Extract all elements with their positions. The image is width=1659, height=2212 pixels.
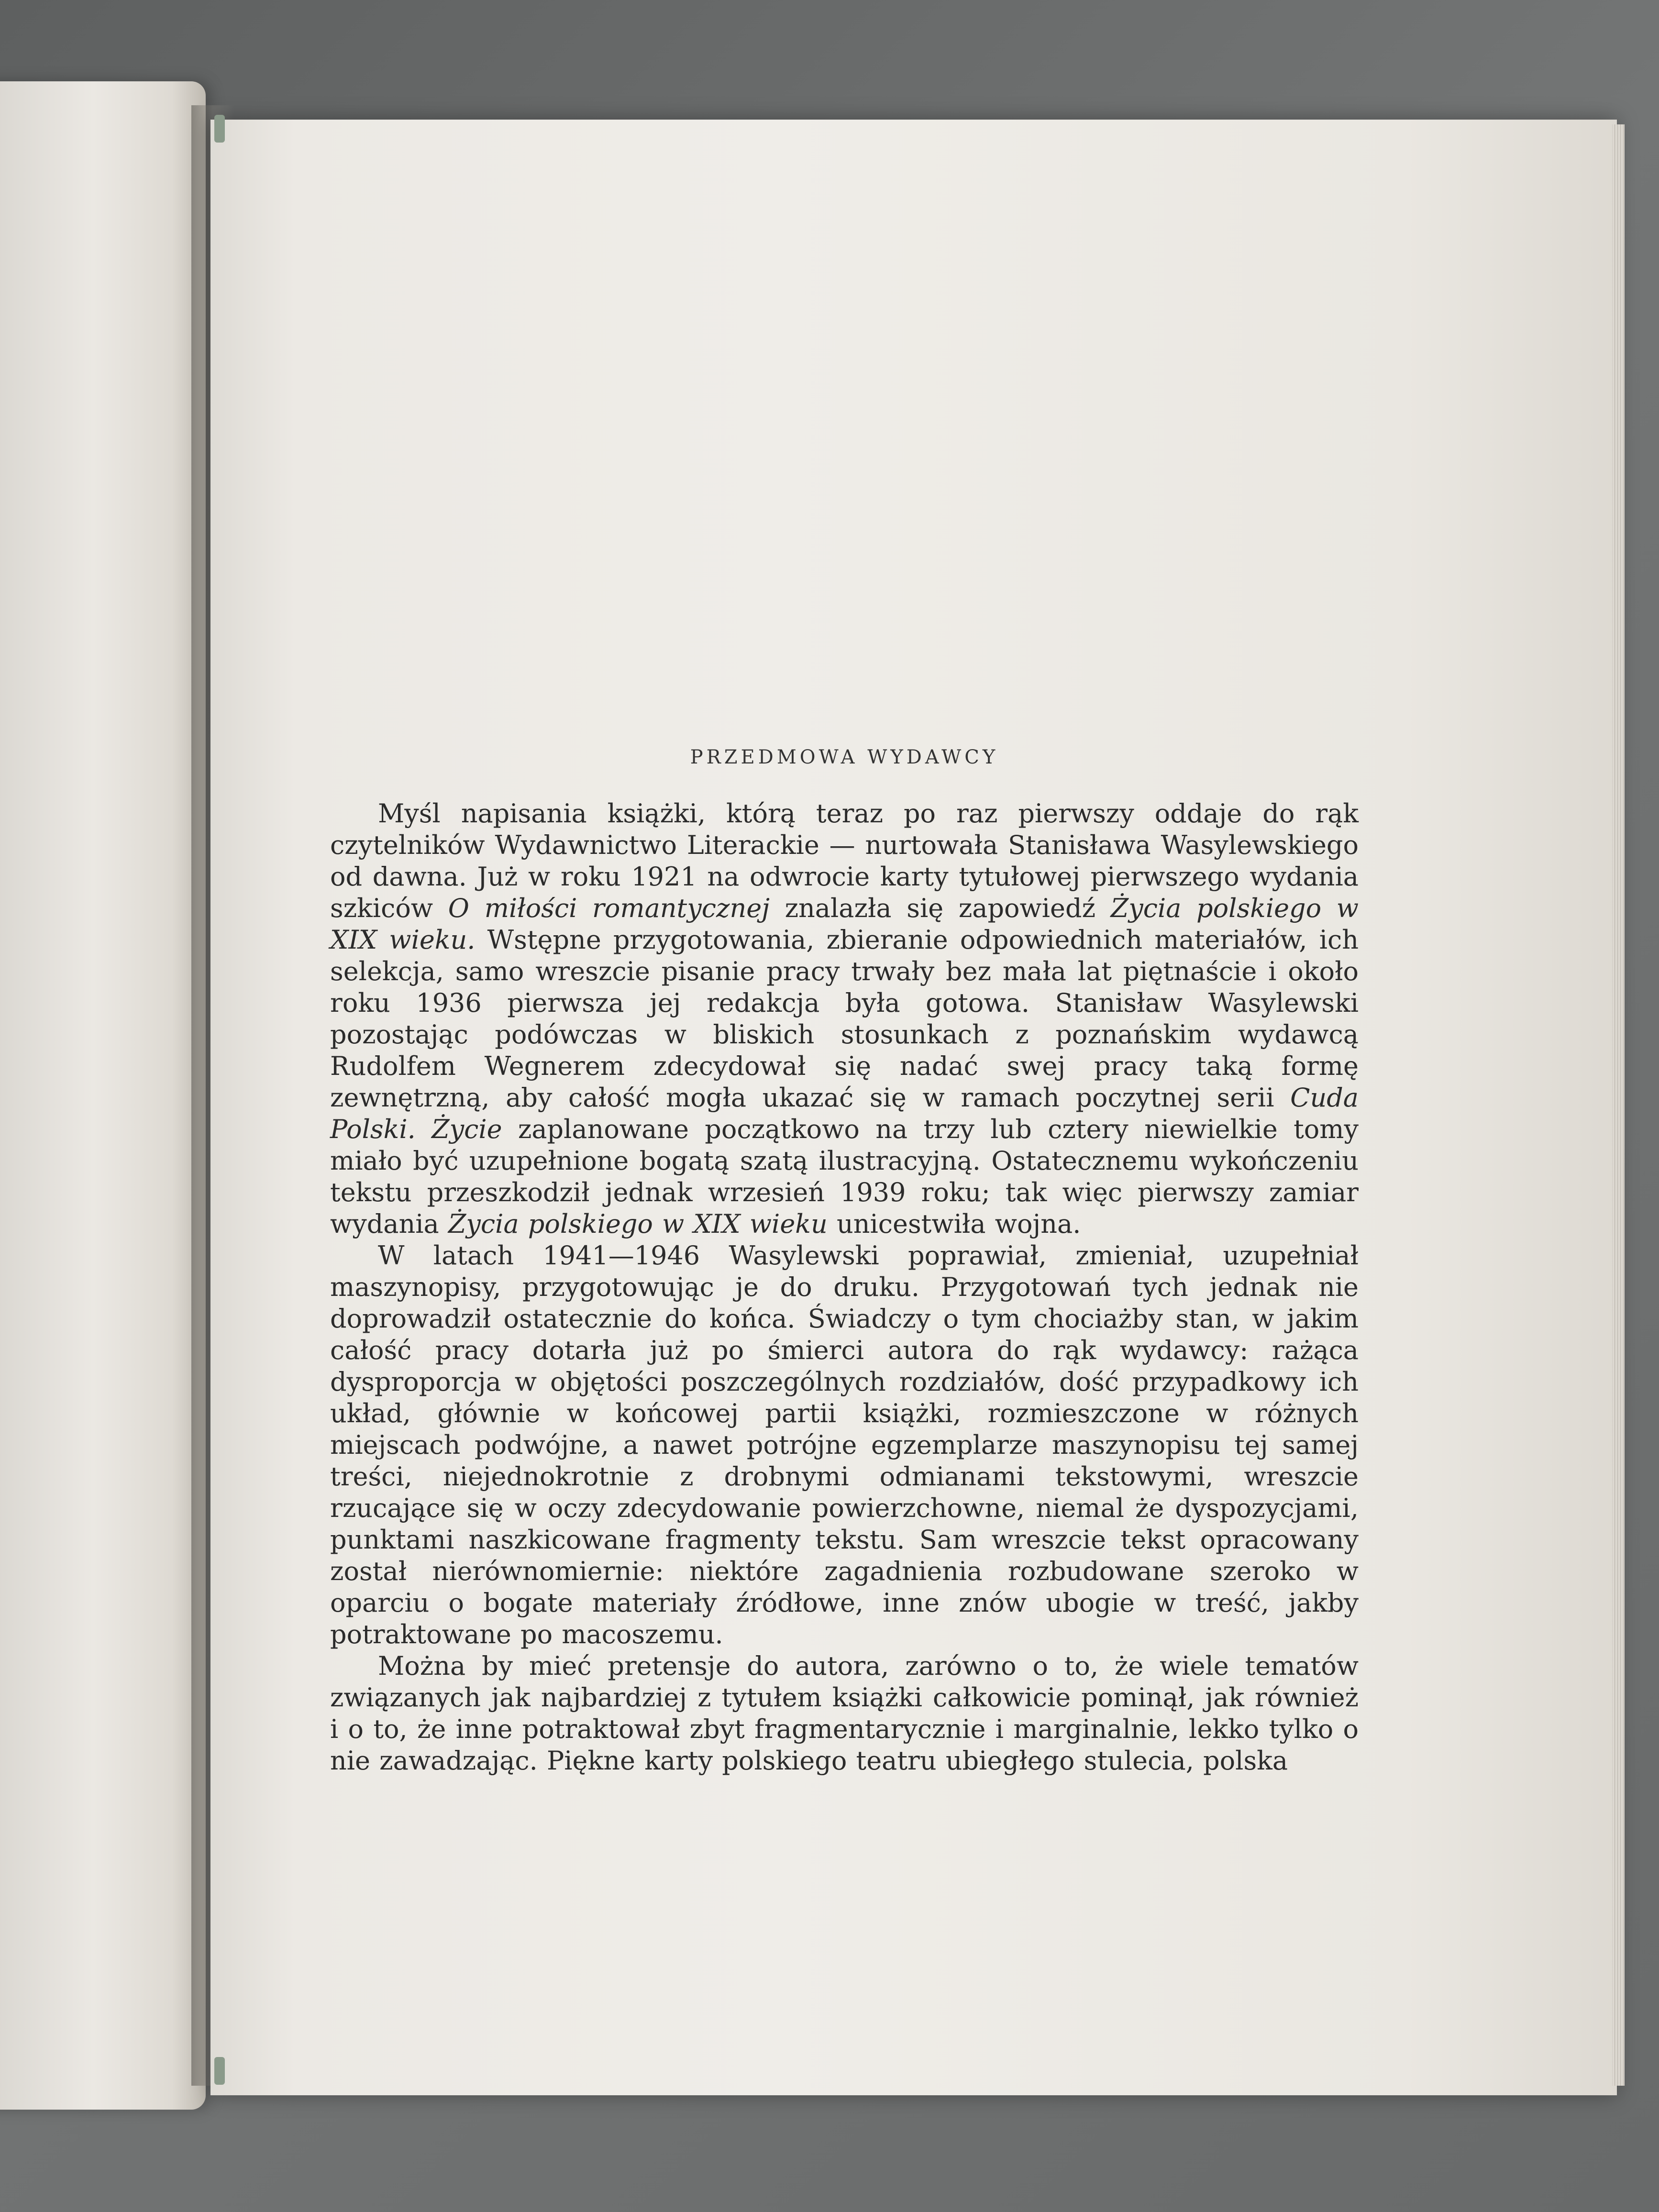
text-run: Można by mieć pretensje do autora, zarówno o to, że wiele tematów związanych jak najbardziej z tytułem książki całkowicie pominął, jak również i o to, że inne potraktował zbyt fragmentarycznie i marginalnie, lekko tylko o nie zawadzając. Piękne karty polskiego teatru ubiegłego stulecia, polska — [330, 1651, 1359, 1776]
body-text — [330, 798, 1359, 1777]
italic-title-run: Życia polskiego w XIX wieku — [448, 1209, 828, 1239]
text-run: Wstępne przygotowania, zbieranie odpowiednich materiałów, ich selekcja, samo wreszcie pisanie pracy trwały bez mała lat piętnaście i około roku 1936 pierwsza jej redakcja była gotowa. Stanisław Wasylewski pozostając podówczas w bliskich stosunkach z poznańskim wydawcą Rudolfem Wegnerem zdecydował się nadać swej pracy taką formę zewnętrzną, aby całość mogła ukazać się w ramach poczytnej serii — [330, 925, 1359, 1113]
page-text-block — [330, 746, 1359, 1777]
text-run: W latach 1941—1946 Wasylewski poprawiał, zmieniał, uzupełniał maszynopisy, przygotowując je do druku. Przygotowań tych jednak nie doprowadził ostatecznie do końca. Świadczy o tym chociażby stan, w jakim całość pracy dotarła już po śmierci autora do rąk wydawcy: rażąca dysproporcja w objętości poszczególnych rozdziałów, dość przypadkowy ich układ, głównie w końcowej partii książki, rozmieszczone w różnych miejscach podwójne, a nawet potrójne egzemplarze maszynopisu tej samej treści, niejednokrotnie z drobnymi odmianami tekstowymi, wreszcie rzucające się w oczy zdecydowanie powierzchowne, niemal że dyspozycjami, punktami naszkicowane fragmenty tekstu. Sam wreszcie tekst opracowany został nierównomiernie: niektóre zagadnienia rozbudowane szeroko w oparciu o bogate materiały źródłowe, inne znów ubogie w treść, jakby potraktowane po macoszemu. — [330, 1240, 1359, 1649]
text-run: zaplanowane początkowo na trzy lub cztery niewielkie tomy miało być uzupełnione bogatą szatą ilustracyjną. Ostatecznemu wykończeniu tekstu przeszkodził jednak wrzesień 1939 roku; tak więc pierwszy zamiar wydania — [330, 1114, 1359, 1239]
left-page — [0, 81, 206, 2110]
italic-title-run: O miłości romantycznej — [448, 893, 770, 923]
text-run: znalazła się zapowiedź — [769, 893, 1111, 923]
italic-title-run: Cuda Polski. Życie — [330, 1083, 1359, 1144]
text-run: Myśl napisania książki, którą teraz po raz pierwszy oddaje do rąk czytelników Wydawnictwo Literackie — nurtowała Stanisława Wasylewskiego od dawna. Już w roku 1921 na odwrocie karty tytułowej pierwszego wydania szkiców — [330, 798, 1359, 923]
page-edge — [1612, 124, 1625, 2086]
page-title: PRZEDMOWA WYDAWCY — [690, 746, 999, 768]
binding-thread — [214, 115, 225, 143]
text-run: unicestwiła wojna. — [827, 1209, 1081, 1239]
paragraph — [330, 1650, 1359, 1777]
paragraph — [330, 1240, 1359, 1650]
paragraph — [330, 798, 1359, 1240]
italic-title-run: Życia polskiego w XIX wieku. — [330, 893, 1359, 955]
binding-thread — [214, 2057, 225, 2085]
